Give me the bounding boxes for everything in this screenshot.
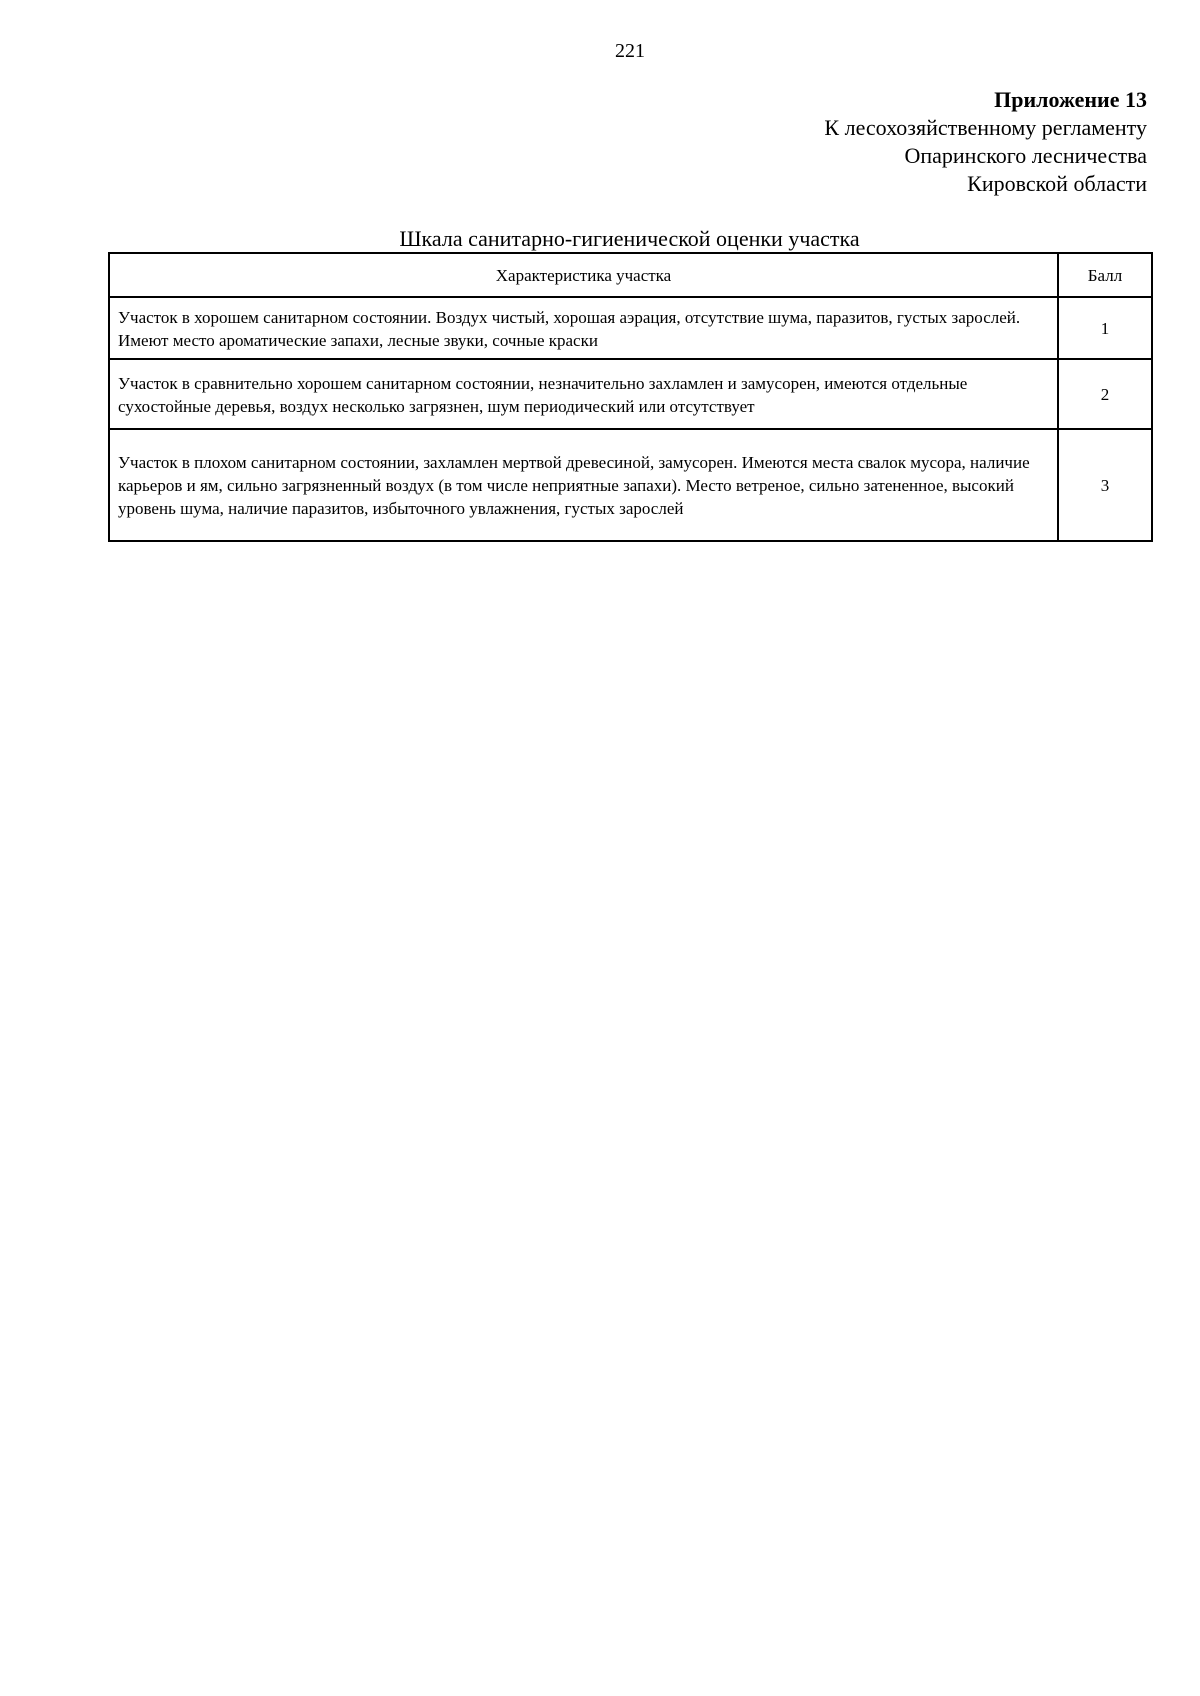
sanitary-scale-table bbox=[108, 252, 1153, 542]
appendix-subtitle-line-2: Опаринского лесничества bbox=[904, 143, 1147, 168]
row-score: 2 bbox=[1058, 359, 1152, 429]
row-description: Участок в сравнительно хорошем санитарном состоянии, незначительно захламлен и замусорен, имеются отдельные сухостойные деревья, воздух несколько загрязнен, шум периодический или отсутствует bbox=[109, 359, 1058, 429]
table-row bbox=[109, 429, 1152, 541]
table-title: Шкала санитарно-гигиенической оценки участка bbox=[399, 226, 860, 251]
row-description: Участок в хорошем санитарном состоянии. Воздух чистый, хорошая аэрация, отсутствие шума, паразитов, густых зарослей. Имеют место ароматические запахи, лесные звуки, сочные краски bbox=[109, 297, 1058, 359]
table-header-row bbox=[109, 253, 1152, 297]
page-number: 221 bbox=[615, 40, 645, 62]
appendix-title: Приложение 13 bbox=[994, 87, 1147, 112]
row-description: Участок в плохом санитарном состоянии, захламлен мертвой древесиной, замусорен. Имеются места свалок мусора, наличие карьеров и ям, сильно загрязненный воздух (в том числе неприятные запахи). Место ветреное, сильно затененное, высокий уровень шума, наличие паразитов, избыточного увлажнения, густых зарослей bbox=[109, 429, 1058, 541]
table-row bbox=[109, 359, 1152, 429]
appendix-subtitle-line-3: Кировской области bbox=[967, 171, 1147, 196]
appendix-subtitle-line-1: К лесохозяйственному регламенту bbox=[824, 115, 1147, 140]
appendix-heading bbox=[547, 86, 1147, 198]
header-characteristic: Характеристика участка bbox=[109, 253, 1058, 297]
row-score: 3 bbox=[1058, 429, 1152, 541]
header-score: Балл bbox=[1058, 253, 1152, 297]
table-row bbox=[109, 297, 1152, 359]
row-score: 1 bbox=[1058, 297, 1152, 359]
